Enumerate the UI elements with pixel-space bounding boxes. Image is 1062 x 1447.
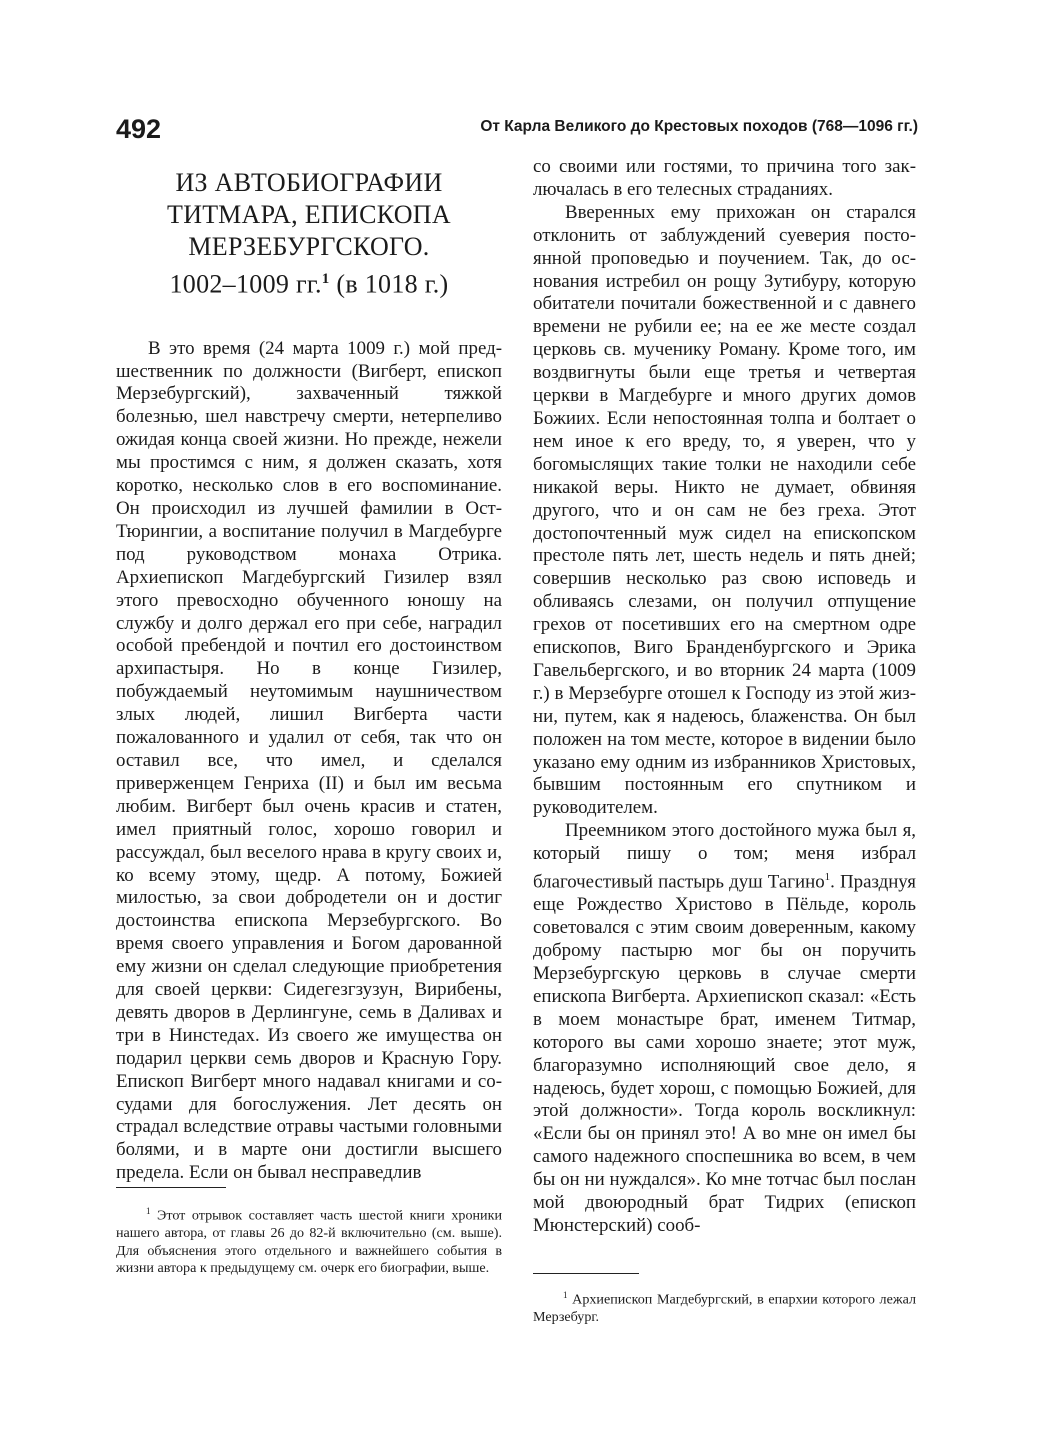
footnote-number: 1: [146, 1206, 151, 1216]
left-column: [116, 156, 502, 1185]
footnote-mark: 1: [824, 871, 831, 884]
title-line-4: [116, 263, 502, 301]
paragraph-text: . Празднуя еще Рождество Христово в Пёльде, король советовался с этим своим доверенным, какому доброму пастырю мог бы он поручить Мерзебургскую церковь в случае смерти епископа Вигберта. Архиепископ сказал: «Есть в моем монастыре брат, именем Титмар, которого вы сами хорошо знаете; этот муж, благоразумно исполняющий свое дело, я надеюсь, будет хорош, с помощью Божией, для этой должности». Тогда король воскликнул: «Если бы он принял это! А во мне он имел бы самого надежного споспешника во всем, в чем бы он ни нуждался». Ко мне тотчас был послан мой двоюродный брат Тидрих (епископ Мюнстерский) сооб-: [533, 871, 916, 1236]
footnote-divider: [533, 1273, 639, 1274]
paragraph: [533, 820, 916, 1238]
title-year: (в 1018 г.): [329, 269, 449, 299]
footnote-text: Этот отрывок составляет часть шестой книги хроники нашего автора, от главы 26 до 82-й включительно (см. выше). Для объяснения этого отдельного и важнейшего события в жизни автора к предыдущему см. очерк его биографии, выше.: [116, 1207, 502, 1277]
title-line-1: ИЗ АВТОБИОГРАФИИ: [175, 168, 443, 197]
page-number: 492: [116, 114, 162, 144]
article-title: [116, 167, 502, 301]
title-footnote-mark: 1: [321, 271, 330, 287]
footnote-divider: [116, 1187, 226, 1188]
paragraph-continuation: со своими или гостями, то причина того заключалась в его телесных страданиях.: [533, 156, 916, 200]
right-body: [533, 156, 916, 1238]
title-dates: 1002–1009 гг.: [169, 269, 322, 299]
footnote-right: [533, 1287, 916, 1327]
footnote-text: Архиепископ Магдебургский, в епархии которого лежал Мерзебург.: [533, 1291, 916, 1326]
footnote-number: 1: [563, 1290, 568, 1300]
paragraph-text: Преемником этого достойного мужа был я, который пишу о том; меня избрал благочестивый пастырь душ Тагино: [533, 820, 916, 893]
paragraph: В это время (24 марта 1009 г.) мой предшественник по должности (Вигберт, епископ Мерзебургский), захваченный тяжкой болезнью, шел навстречу смерти, нетерпеливо ожидая конца своей жизни. Но прежде, нежели мы простимся с ним, я должен сказать, хотя коротко, несколько слов в его воспоминание. Он происходил из лучшей фамилии в Ост-Тюрингии, а воспитание получил в Магдебурге под руководством монаха Отрика. Архиепископ Магдебургский Гизилер взял этого превосходно обученного юношу на службу и долго держал его при себе, наградил особой пребендой и почтил его достоинством архипастыря. Но в конце Гизилер, побуждаемый неутомимым наушничеством злых людей, лишил Вигберта части пожалованного и удалил от себя, так что он оставил все, что имел, и сделался приверженцем Генриха (II) и был им весьма любим. Вигберт был очень красив и статен, имел приятный голос, хорошо говорил и рассуждал, был веселого нрава в кругу своих и, ко всему этому, щедр. А потому, Божией милостью, за свои добродетели он и достиг достоинства епископа Мерзебургского. Во время своего управления и Богом дарованной ему жизни он сделал следующие приобретения для своей церкви: Сидегезгзузун, Вирибены, девять дворов в Дерлингуне, семь в Даливах и три в Нинстедах. Из своего же имущества он подарил церкви семь дворов и Красную Гору. Епископ Вигберт много надавал книгами и сосудами для богослужения. Лет десять он страдал вследствие отравы частыми головными болями, и в марте они достигли высшего предела. Если он бывал несправедлив: [116, 337, 502, 1184]
footnote-left: [116, 1203, 502, 1278]
title-line-3: МЕРЗЕБУРГСКОГО.: [188, 232, 430, 261]
left-body: [116, 338, 502, 1186]
paragraph: Вверенных ему прихожан он старался отклонить от заблуждений суеверия постоянной проповедью и поучением. Так, до основания истребил он рощу Зутибуру, которую обитатели почитали божественной и с давнего времени не рубили ее; на ее же месте создал церковь св. мученику Роману. Кроме того, им воздвигнуты были еще третья и четвертая церкви в Магдебурге и много других домов Божиих. Если непостоянная толпа и болтает о нем иное к его вреду, то, я уверен, что у богомыслящих такие толки не находили себе никакой веры. Никто не думает, обвиняя другого, что и он сам не без греха. Этот достопочтенный муж сидел на епископском престоле пять лет, шесть недель и пять дней; совершив несколько раз свою исповедь и обливаясь слезами, он получил отпущение грехов от посетивших его на смертном одре епископов, Виго Бранденбургского и Эрика Гавельбергского, и во вторник 24 марта (1009 г.) в Мерзебурге отошел к Господу из этой жизни, путем, как я надеюсь, блаженства. Он был положен на том месте, которое в видении было указано ему одним из избранников Христовых, бывшим постоянным его спутником и руководителем.: [533, 201, 916, 819]
right-column: [533, 156, 916, 1238]
running-title: От Карла Великого до Крестовых походов (768—1096 гг.): [480, 118, 918, 135]
title-line-2: ТИТМАРА, ЕПИСКОПА: [167, 200, 451, 229]
